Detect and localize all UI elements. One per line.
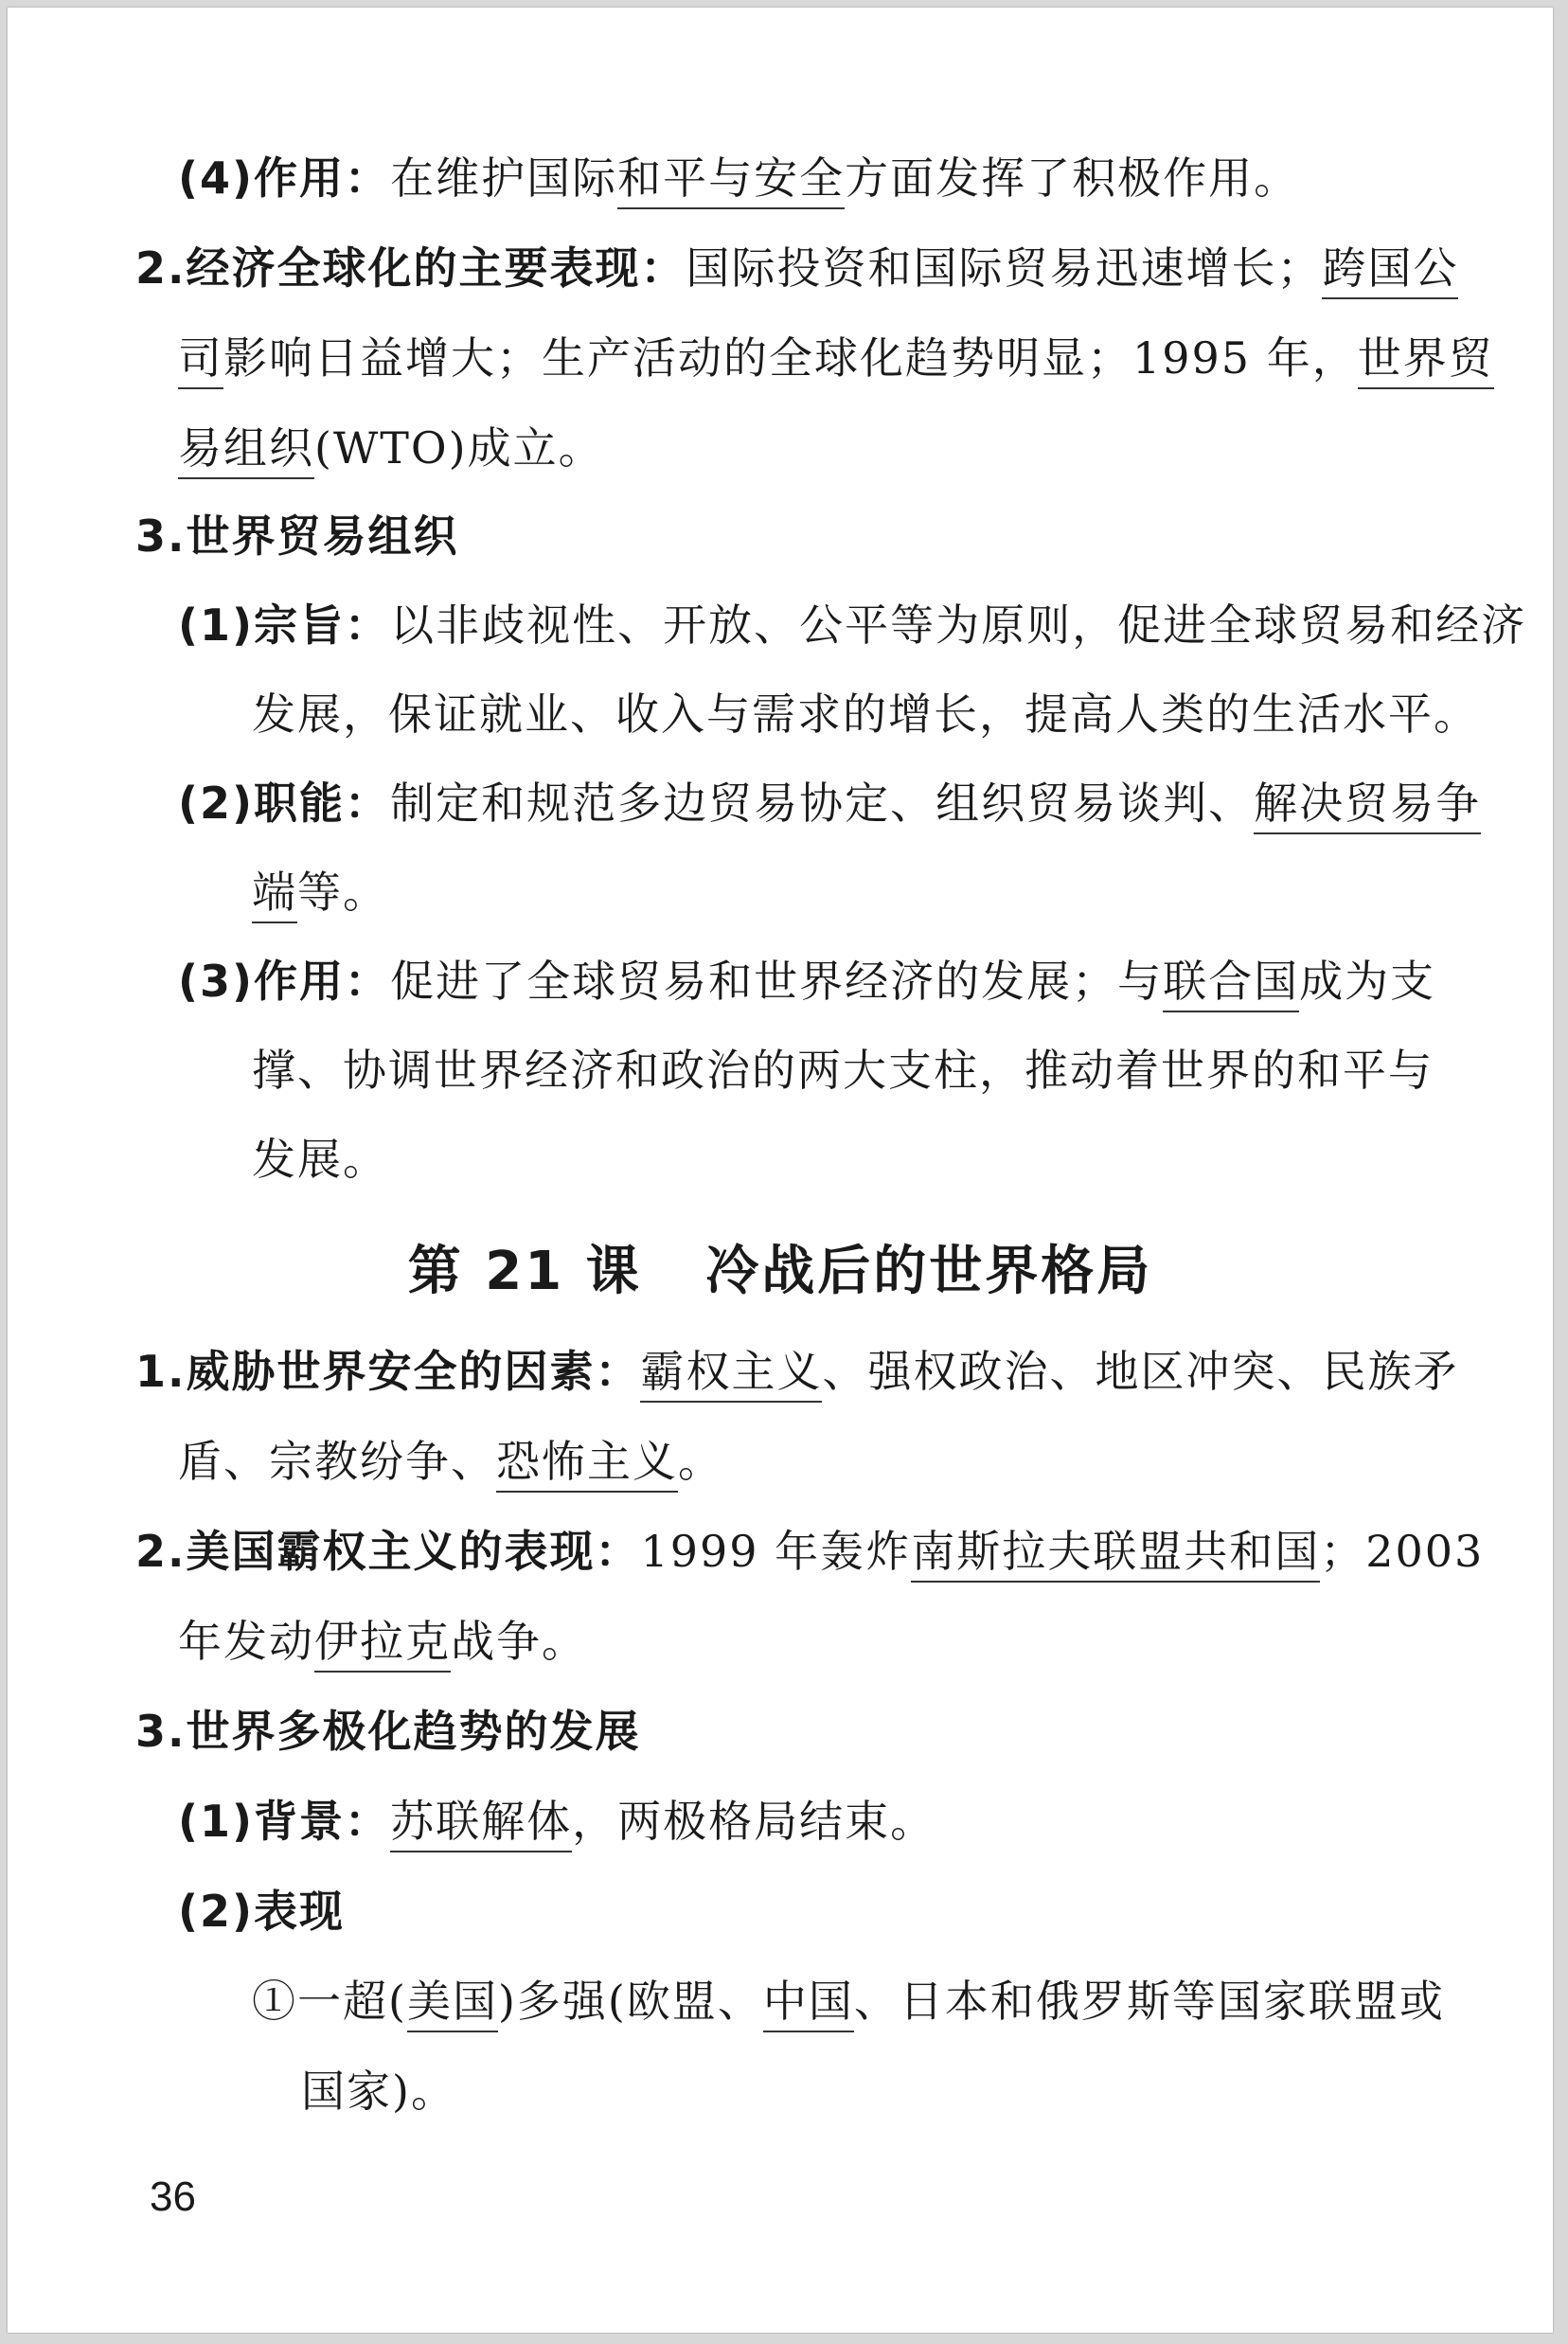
text: 、强权政治、地区冲突、民族矛 bbox=[822, 1346, 1459, 1397]
text: 成为支 bbox=[1299, 956, 1436, 1007]
line-2 bbox=[135, 240, 1458, 296]
line-20 bbox=[252, 1973, 1445, 2030]
text: 发展。 bbox=[252, 1134, 388, 1185]
text: 国际投资和国际贸易迅速增长； bbox=[686, 242, 1323, 294]
heading: (2)表现 bbox=[178, 1886, 346, 1937]
label: 2.经济全球化的主要表现： bbox=[135, 242, 686, 294]
text: 促进了全球贸易和世界经济的发展；与 bbox=[390, 956, 1164, 1007]
label: 2.美国霸权主义的表现： bbox=[135, 1526, 641, 1577]
label: (3)作用： bbox=[178, 956, 391, 1007]
line-8 bbox=[178, 775, 1481, 832]
lesson-title: 第 21 课 冷战后的世界格局 bbox=[407, 1241, 1153, 1302]
line-1 bbox=[178, 150, 1299, 206]
underlined-term: 霸权主义 bbox=[640, 1346, 822, 1403]
line-6 bbox=[178, 597, 1526, 653]
line-12 bbox=[252, 1131, 388, 1188]
page-number: 36 bbox=[150, 2174, 196, 2220]
label: (1)宗旨： bbox=[178, 599, 391, 651]
text: 战争。 bbox=[451, 1616, 587, 1667]
line-3 bbox=[178, 330, 1494, 386]
label: (4)作用： bbox=[178, 152, 391, 204]
line-11 bbox=[252, 1042, 1434, 1099]
line-9 bbox=[252, 864, 388, 921]
line-21 bbox=[301, 2063, 456, 2120]
line-16 bbox=[178, 1613, 587, 1670]
text: 等。 bbox=[297, 867, 388, 918]
text: 在维护国际 bbox=[390, 152, 618, 204]
label: (1)背景： bbox=[178, 1796, 391, 1847]
text: 撑、协调世界经济和政治的两大支柱，推动着世界的和平与 bbox=[252, 1045, 1434, 1096]
text: ①一超( bbox=[252, 1976, 407, 2027]
text: 方面发挥了积极作用。 bbox=[845, 152, 1300, 204]
text: 发展，保证就业、收入与需求的增长，提高人类的生活水平。 bbox=[252, 689, 1479, 740]
underlined-term: 世界贸 bbox=[1358, 332, 1494, 389]
text: 年发动 bbox=[178, 1616, 314, 1667]
line-4 bbox=[178, 420, 604, 476]
underlined-term: 恐怖主义 bbox=[496, 1436, 678, 1493]
text: )多强(欧盟、 bbox=[497, 1976, 763, 2027]
line-5 bbox=[135, 508, 458, 564]
text: ，两极格局结束。 bbox=[572, 1796, 936, 1847]
underlined-term: 跨国公 bbox=[1322, 242, 1458, 299]
document-page bbox=[8, 8, 1553, 2333]
heading: 3.世界贸易组织 bbox=[135, 510, 459, 562]
text: 1999 年轰炸 bbox=[640, 1526, 912, 1577]
underlined-term: 端 bbox=[252, 867, 297, 923]
text: 制定和规范多边贸易协定、组织贸易谈判、 bbox=[390, 778, 1255, 829]
underlined-term: 美国 bbox=[407, 1976, 498, 2032]
text: 以非歧视性、开放、公平等为原则，促进全球贸易和经济 bbox=[390, 599, 1527, 651]
text: (WTO)成立。 bbox=[314, 422, 604, 474]
line-19 bbox=[178, 1883, 345, 1940]
heading: 3.世界多极化趋势的发展 bbox=[135, 1706, 641, 1757]
label: 1.威胁世界安全的因素： bbox=[135, 1346, 641, 1397]
label: (2)职能： bbox=[178, 778, 391, 829]
line-17 bbox=[135, 1703, 640, 1760]
line-18 bbox=[178, 1793, 935, 1850]
underlined-term: 解决贸易争 bbox=[1254, 778, 1481, 834]
underlined-term: 联合国 bbox=[1163, 956, 1299, 1012]
text: 、日本和俄罗斯等国家联盟或 bbox=[853, 1976, 1445, 2027]
underlined-term: 苏联解体 bbox=[390, 1796, 572, 1852]
underlined-term: 伊拉克 bbox=[314, 1616, 451, 1673]
line-13 bbox=[135, 1343, 1458, 1400]
line-15 bbox=[135, 1523, 1484, 1580]
underlined-term: 南斯拉夫联盟共和国 bbox=[911, 1526, 1320, 1583]
text: 盾、宗教纷争、 bbox=[178, 1436, 496, 1487]
underlined-term: 和平与安全 bbox=[617, 152, 845, 209]
text: ；2003 bbox=[1320, 1526, 1485, 1577]
text: 。 bbox=[678, 1436, 723, 1487]
underlined-term: 易组织 bbox=[178, 422, 314, 479]
text: 影响日益增大；生产活动的全球化趋势明显；1995 年， bbox=[223, 332, 1358, 384]
underlined-term: 中国 bbox=[763, 1976, 854, 2032]
line-10 bbox=[178, 953, 1435, 1010]
underlined-term: 司 bbox=[178, 332, 223, 389]
text: 国家)。 bbox=[301, 2066, 456, 2117]
line-7 bbox=[252, 686, 1479, 743]
line-14 bbox=[178, 1433, 723, 1490]
